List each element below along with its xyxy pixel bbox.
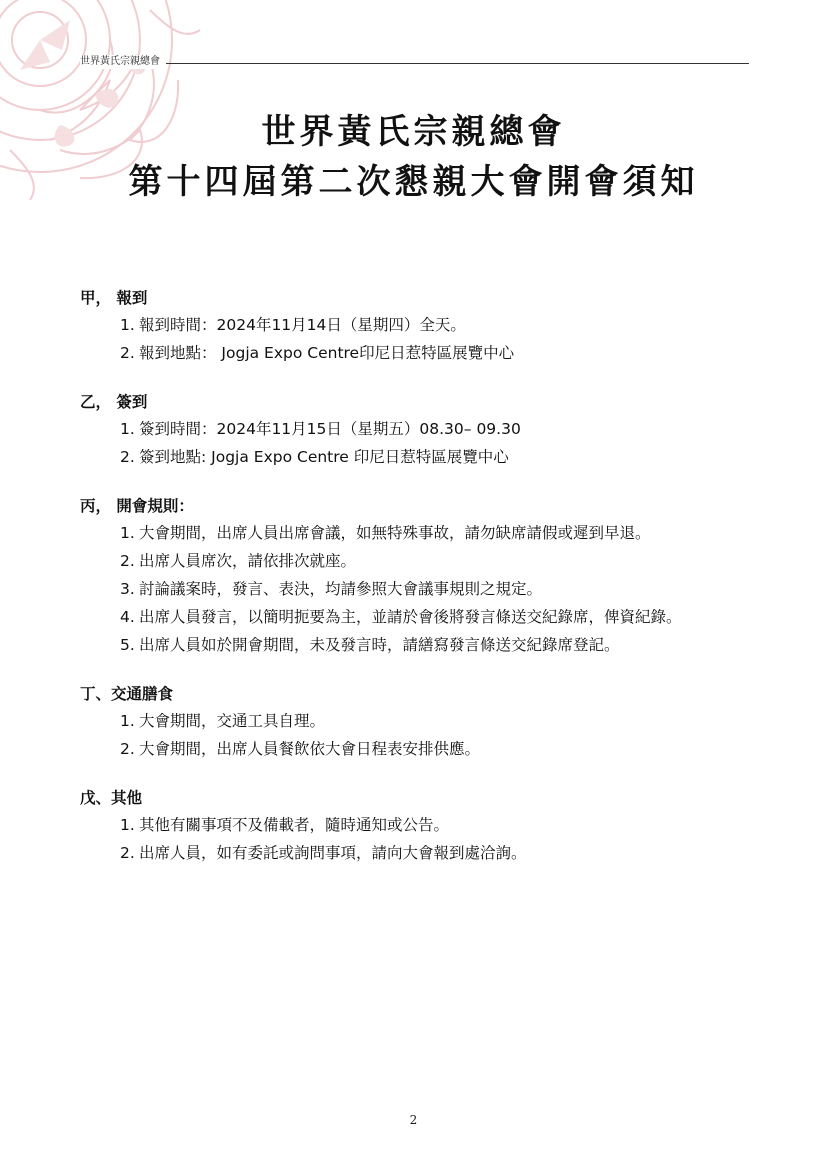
section-transport-meals: [80, 681, 750, 763]
section-registration: [80, 285, 750, 367]
section-heading: 丁、交通膳食: [80, 685, 174, 703]
item-text: 出席人員如於開會期間，未及發言時，請繕寫發言條送交紀錄席登記。: [139, 636, 620, 654]
item-number: 1.: [120, 712, 135, 730]
header-organization: 世界黃氏宗親總會: [80, 55, 166, 69]
section-heading: 甲， 報到: [80, 289, 148, 307]
item-number: 1.: [120, 420, 135, 438]
list-item: [80, 811, 750, 839]
list-item: [80, 415, 750, 443]
header-divider: [80, 63, 749, 64]
item-number: 2.: [120, 844, 135, 862]
section-other: [80, 785, 750, 867]
item-number: 2.: [120, 740, 135, 758]
item-number: 5.: [120, 636, 135, 654]
item-text: 其他有關事項不及備載者，隨時通知或公告。: [139, 816, 450, 834]
item-text: 出席人員席次，請依排次就座。: [139, 552, 357, 570]
list-item: [80, 519, 750, 547]
section-heading: 乙， 簽到: [80, 393, 148, 411]
item-text: 大會期間，出席人員出席會議，如無特殊事故，請勿缺席請假或遲到早退。: [139, 524, 651, 542]
item-text: 簽到時間：2024年11月15日（星期五）08.30– 09.30: [139, 420, 521, 438]
section-heading: 丙， 開會規則：: [80, 497, 194, 515]
item-number: 3.: [120, 580, 135, 598]
item-number: 4.: [120, 608, 135, 626]
item-number: 2.: [120, 552, 135, 570]
item-number: 2.: [120, 344, 135, 362]
item-number: 2.: [120, 448, 135, 466]
list-item: [80, 575, 750, 603]
list-item: [80, 631, 750, 659]
item-text: 大會期間，交通工具自理。: [139, 712, 326, 730]
item-text: 簽到地點: Jogja Expo Centre 印尼日惹特區展覽中心: [139, 448, 509, 466]
item-text: 報到時間：2024年11月14日（星期四）全天。: [139, 316, 466, 334]
item-text: 出席人員發言，以簡明扼要為主，並請於會後將發言條送交紀錄席，俾資紀錄。: [139, 608, 682, 626]
list-item: [80, 443, 750, 471]
list-item: [80, 735, 750, 763]
item-number: 1.: [120, 316, 135, 334]
section-meeting-rules: [80, 493, 750, 659]
item-text: 報到地點： Jogja Expo Centre印尼日惹特區展覽中心: [139, 344, 515, 362]
item-text: 大會期間，出席人員餐飲依大會日程表安排供應。: [139, 740, 481, 758]
list-item: [80, 603, 750, 631]
page-number: 2: [409, 1113, 418, 1127]
section-sign-in: [80, 389, 750, 471]
item-number: 1.: [120, 524, 135, 542]
item-number: 1.: [120, 816, 135, 834]
notice-content: [80, 285, 750, 889]
document-title-line2: 第十四屆第二次懇親大會開會須知: [128, 162, 699, 202]
list-item: [80, 839, 750, 867]
section-heading: 戊、其他: [80, 789, 143, 807]
list-item: [80, 311, 750, 339]
item-text: 出席人員，如有委託或詢問事項，請向大會報到處洽詢。: [139, 844, 527, 862]
document-title-line1: 世界黃氏宗親總會: [261, 112, 566, 152]
list-item: [80, 339, 750, 367]
item-text: 討論議案時，發言、表決，均請參照大會議事規則之規定。: [139, 580, 543, 598]
list-item: [80, 707, 750, 735]
list-item: [80, 547, 750, 575]
